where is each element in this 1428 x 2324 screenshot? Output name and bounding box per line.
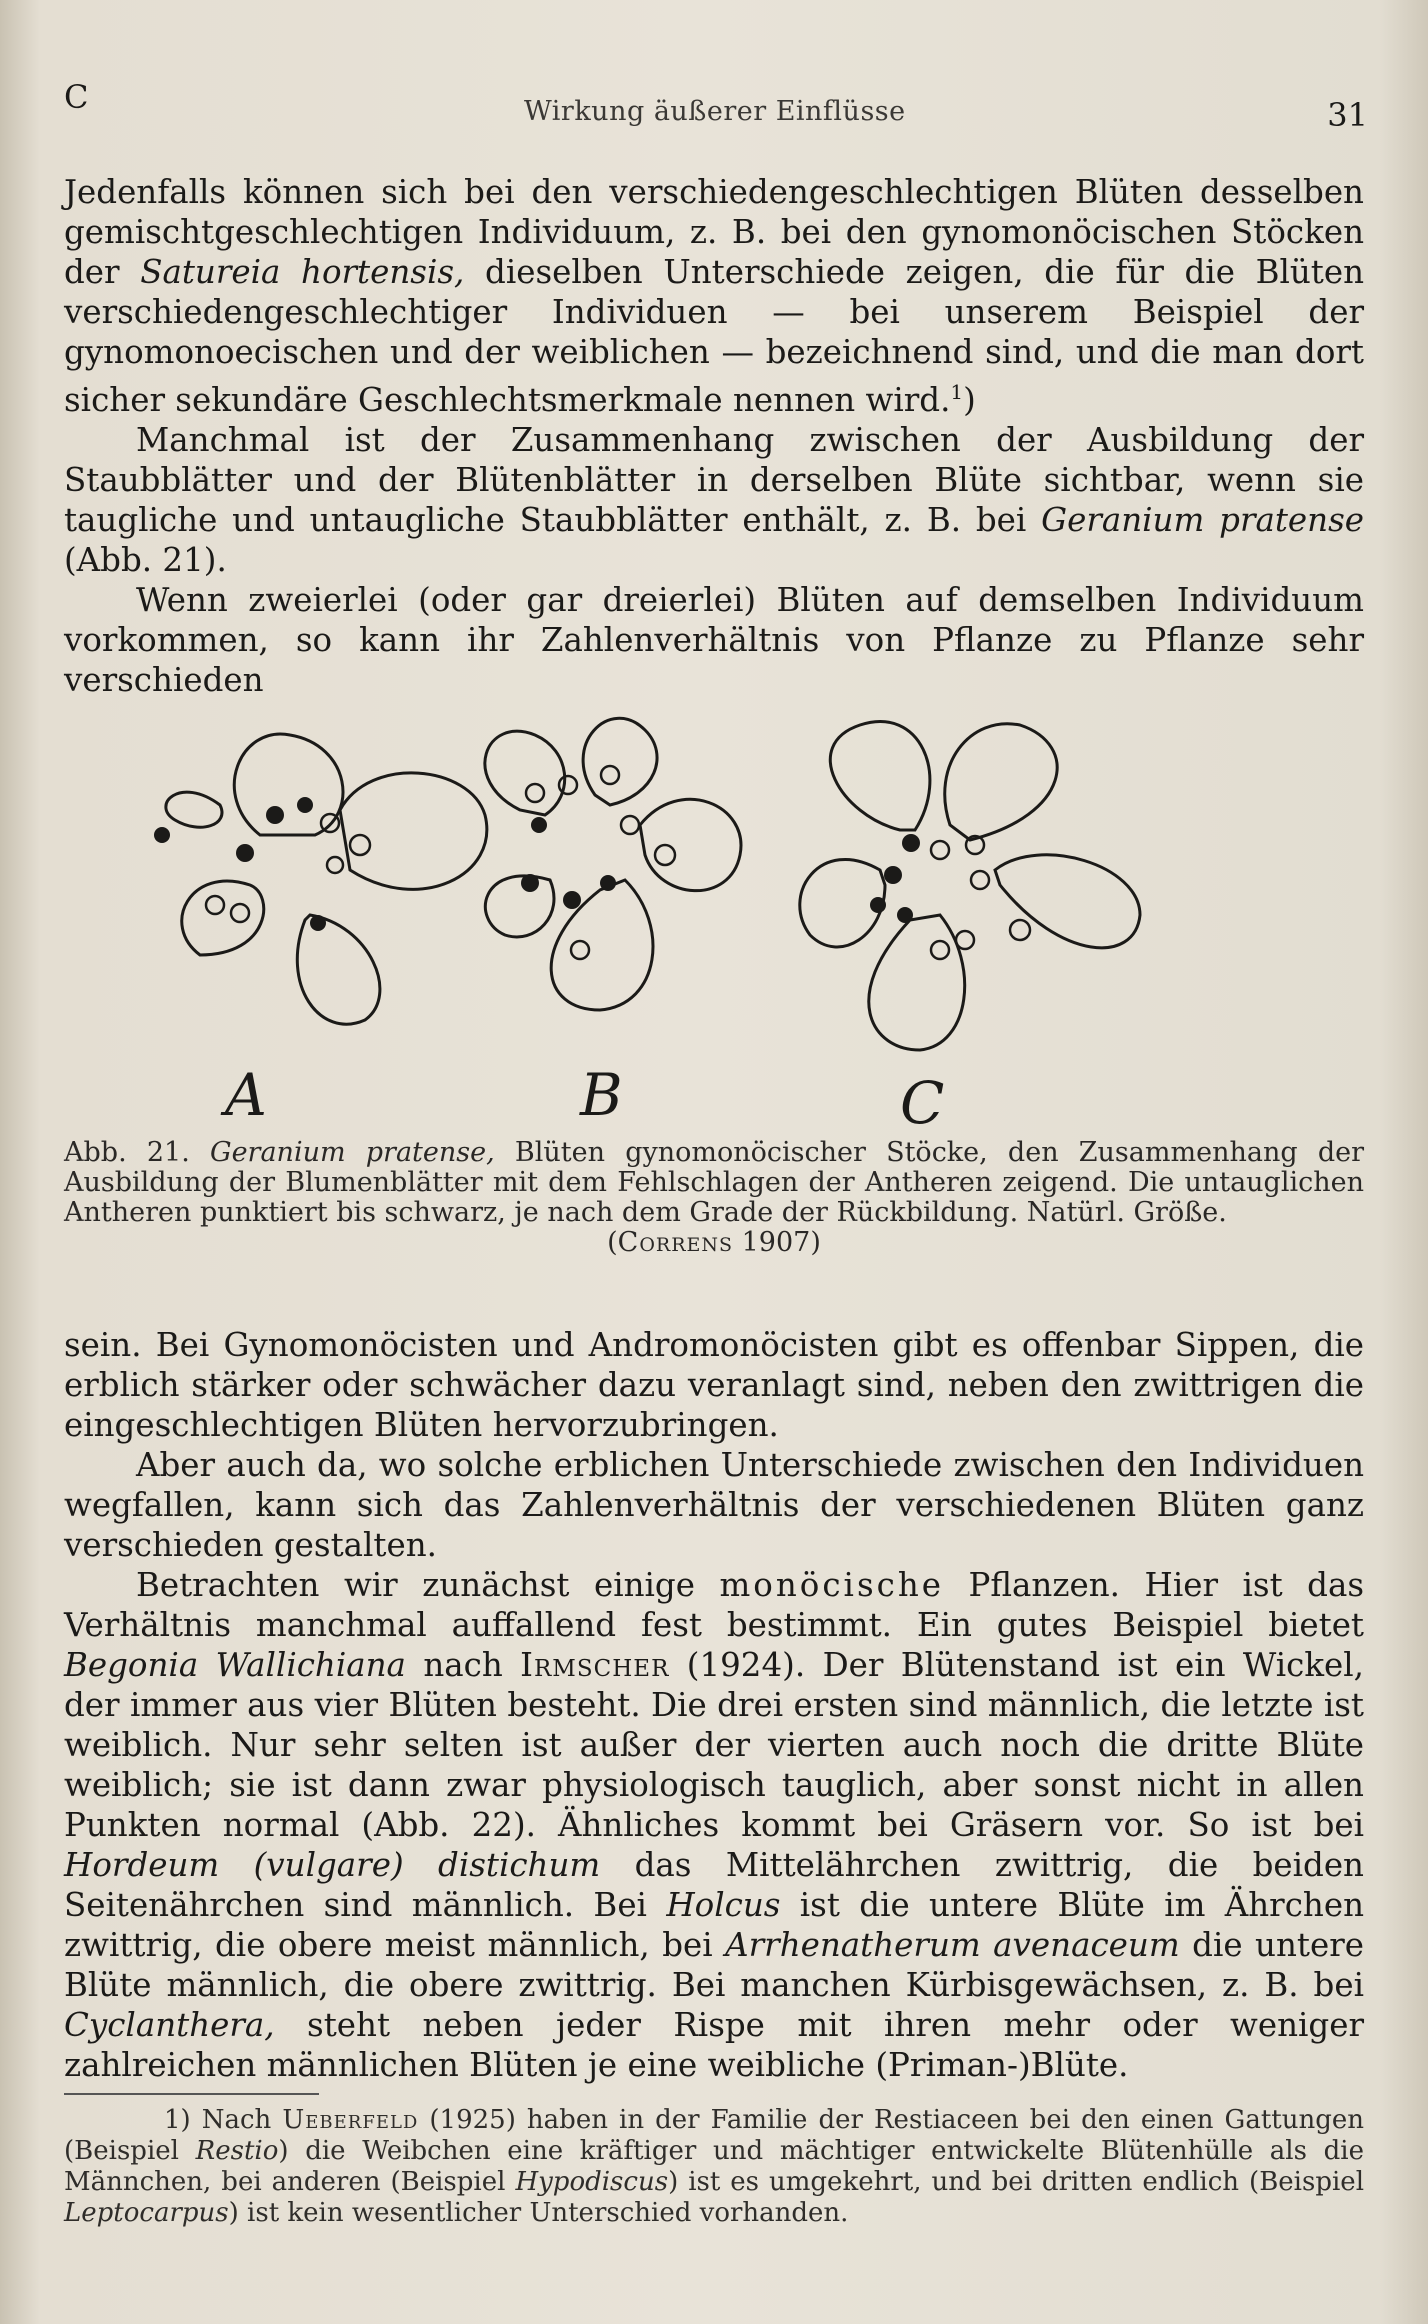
- petal: [485, 731, 565, 815]
- paragraph-5: Aber auch da, wo solche erblichen Unterschiede zwischen den Individuen wegfallen, kann sich das Zahlenverhältnis der verschiedenen Blüten ganz verschieden gestalten.: [64, 1446, 1364, 1564]
- anther-black: [310, 915, 326, 931]
- figure-label-c: C: [900, 1069, 945, 1135]
- running-header: [64, 78, 1368, 138]
- petal: [830, 722, 930, 830]
- lower-text-block: [64, 1325, 1364, 2085]
- petal: [640, 799, 741, 890]
- anther-black: [870, 897, 886, 913]
- figure-label-b: B: [580, 1061, 623, 1129]
- anther-dotted: [655, 845, 675, 865]
- anther-black: [563, 891, 581, 909]
- anther-dotted: [526, 784, 544, 802]
- anther-dotted: [559, 776, 577, 794]
- anther-dotted: [571, 941, 589, 959]
- anther-black: [266, 806, 284, 824]
- figure-flower-diagrams: [140, 705, 1290, 1135]
- anther-dotted: [931, 941, 949, 959]
- figure-label-a: A: [225, 1061, 267, 1129]
- petal: [182, 881, 264, 955]
- anther-dotted: [231, 904, 249, 922]
- petal: [485, 876, 554, 937]
- header-marker: C: [64, 78, 89, 116]
- petal: [297, 915, 380, 1024]
- anther-dotted: [601, 766, 619, 784]
- anther-dotted: [971, 871, 989, 889]
- petal: [995, 855, 1140, 948]
- page-number: 31: [1327, 96, 1368, 134]
- flower-diagram-b: [485, 718, 741, 1010]
- flower-diagram-c: [800, 722, 1140, 1050]
- anther-black: [897, 907, 913, 923]
- anther-black: [521, 874, 539, 892]
- anther-black: [600, 875, 616, 891]
- petal: [583, 718, 657, 805]
- petal: [340, 773, 487, 889]
- anther-dotted: [327, 857, 343, 873]
- paragraph-4: sein. Bei Gynomonöcisten und Andromonöcisten gibt es offenbar Sippen, die erblich stärker oder schwächer dazu veranlagt sind, neben den zwittrigen die eingeschlechtigen Blüten hervorzubringen.: [64, 1326, 1364, 1444]
- anther-black: [531, 817, 547, 833]
- anther-black: [236, 844, 254, 862]
- flower-diagram-a: [166, 734, 487, 1024]
- anther-dotted: [931, 841, 949, 859]
- paragraph-3: Wenn zweierlei (oder gar dreierlei) Blüten auf demselben Individuum vorkommen, so kann ihr Zahlenverhältnis von Pflanze zu Pflanze sehr verschieden: [64, 581, 1364, 699]
- anther-black: [884, 866, 902, 884]
- running-title: Wirkung äußerer Einflüsse: [524, 96, 906, 127]
- figure-caption: Abb. 21. Geranium pratense, Blüten gynomonöcischer Stöcke, den Zusammenhang der Ausbildung der Blumenblätter mit dem Fehlschlagen der Antheren zeigend. Die untauglichen Antheren punktiert bis schwarz, je nach dem Grade der Rückbildung. Natürl. Größe. (Correns 1907): [64, 1137, 1364, 1258]
- paragraph-6: Betrachten wir zunächst einige monöcische Pflanzen. Hier ist das Verhältnis manchmal auffallend fest bestimmt. Ein gutes Beispiel bietet Begonia Wallichiana nach Irmscher (1924). Der Blütenstand ist ein Wickel, der immer aus vier Blüten besteht. Die drei ersten sind männlich, die letzte ist weiblich. Nur sehr selten ist außer der vierten auch noch die dritte Blüte weiblich; sie ist dann zwar physiologisch tauglich, aber sonst nicht in allen Punkten normal (Abb. 22). Ähnliches kommt bei Gräsern vor. So ist bei Hordeum (vulgare) distichum das Mittelährchen zwittrig, die beiden Seitenährchen sind männlich. Bei Holcus ist die untere Blüte im Ährchen zwittrig, die obere meist männlich, bei Arrhenatherum avenaceum die untere Blüte männlich, die obere zwittrig. Bei manchen Kürbisgewächsen, z. B. bei Cyclanthera, steht neben jeder Rispe mit ihren mehr oder weniger zahlreichen männlichen Blüten je eine weibliche (Priman-)Blüte.: [64, 1566, 1365, 2084]
- footnote: 1) Nach Ueberfeld (1925) haben in der Familie der Restiaceen bei den einen Gattungen (Beispiel Restio) die Weibchen eine kräftiger und mächtiger entwickelte Blütenhülle als die Männchen, bei anderen (Beispiel Hypodiscus) ist es umgekehrt, und bei dritten endlich (Beispiel Leptocarpus) ist kein wesentlicher Unterschied vorhanden.: [64, 2105, 1365, 2228]
- anther-black: [297, 797, 313, 813]
- caption-credit: (Correns 1907): [607, 1227, 821, 1258]
- anther-dotted: [350, 835, 370, 855]
- paragraph-3-block: [64, 580, 1364, 700]
- anther-black: [902, 834, 920, 852]
- petal: [869, 915, 965, 1050]
- footnote-ref: 1: [950, 380, 964, 404]
- petal: [166, 792, 222, 827]
- footnote-divider: [64, 2093, 319, 2095]
- paragraph-2: Manchmal ist der Zusammenhang zwischen der Ausbildung der Staubblätter und der Blütenblätter in derselben Blüte sichtbar, wenn sie taugliche und untaugliche Staubblätter enthält, z. B. bei Geranium pratense (Abb. 21).: [64, 420, 1364, 579]
- paragraph-1: Jedenfalls können sich bei den verschiedengeschlechtigen Blüten desselben gemischtgeschlechtigen Individuum, z. B. bei den gynomonöcischen Stöcken der Satureia hortensis, dieselben Unterschiede zeigen, die für die Blüten verschiedengeschlechtiger Individuen — bei unserem Beispiel der gynomonoecischen und der weiblichen — bezeichnend sind, und die man dort sicher sekundäre Geschlechtsmerkmale nennen wird.$^1$): [64, 173, 1364, 419]
- anther-black: [154, 827, 170, 843]
- anther-dotted: [206, 896, 224, 914]
- upper-text-block: [64, 172, 1364, 580]
- anther-dotted: [1010, 920, 1030, 940]
- petal: [945, 724, 1057, 840]
- anther-dotted: [956, 931, 974, 949]
- petal: [234, 734, 343, 835]
- anther-dotted: [621, 816, 639, 834]
